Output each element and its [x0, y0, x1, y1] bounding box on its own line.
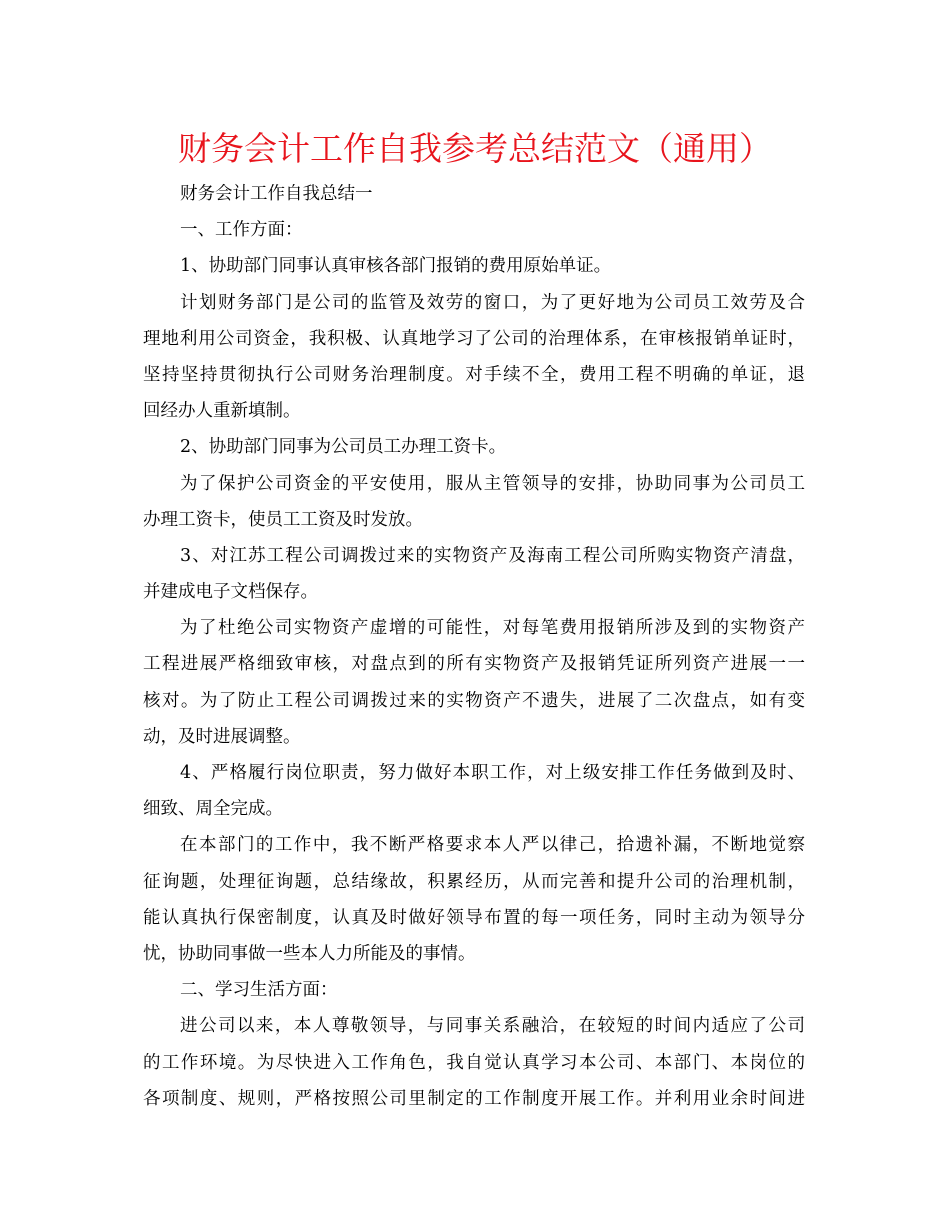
- text-line: 工程进展严格细致审核，对盘点到的所有实物资产及报销凭证所列资产进展一一: [143, 654, 805, 675]
- text-line: 3、对江苏工程公司调拨过来的实物资产及海南工程公司所购实物资产清盘，: [180, 545, 805, 566]
- text-line: 进公司以来，本人尊敬领导，与同事关系融洽，在较短的时间内适应了公司: [180, 1016, 805, 1037]
- text-line: 1、协助部门同事认真审核各部门报销的费用原始单证。: [180, 256, 612, 277]
- text-line: 核对。为了防止工程公司调拨过来的实物资产不遗失，进展了二次盘点，如有变: [143, 690, 805, 711]
- text-line: 为了保护公司资金的平安使用，服从主管领导的安排，协助同事为公司员工: [180, 473, 805, 494]
- text-line: 财务会计工作自我总结一: [180, 184, 373, 204]
- text-line: 2、协助部门同事为公司员工办理工资卡。: [180, 437, 507, 458]
- text-line: 二、学习生活方面：: [180, 980, 338, 1001]
- text-line: 的工作环境。为尽快进入工作角色，我自觉认真学习本公司、本部门、本岗位的: [143, 1052, 805, 1073]
- text-line: 为了杜绝公司实物资产虚增的可能性，对每笔费用报销所涉及到的实物资产: [180, 618, 805, 639]
- text-line: 一、工作方面：: [180, 220, 303, 241]
- text-line: 动，及时进展调整。: [143, 726, 301, 747]
- text-line: 细致、周全完成。: [143, 799, 283, 820]
- text-line: 并建成电子文档保存。: [143, 582, 318, 603]
- text-line: 理地利用公司资金，我积极、认真地学习了公司的治理体系，在审核报销单证时，: [143, 328, 805, 349]
- text-line: 办理工资卡，使员工工资及时发放。: [143, 509, 423, 530]
- text-line: 征询题，处理征询题，总结缘故，积累经历，从而完善和提升公司的治理机制，: [143, 871, 805, 892]
- text-line: 忧，协助同事做一些本人力所能及的事情。: [143, 943, 476, 964]
- text-line: 4、严格履行岗位职责，努力做好本职工作，对上级安排工作任务做到及时、: [180, 763, 805, 783]
- text-line: 坚持坚持贯彻执行公司财务治理制度。对手续不全，费用工程不明确的单证，退: [143, 364, 805, 385]
- text-line: 能认真执行保密制度，认真及时做好领导布置的每一项任务，同时主动为领导分: [143, 907, 805, 928]
- text-line: 回经办人重新填制。: [143, 401, 301, 422]
- text-line: 在本部门的工作中，我不断严格要求本人严以律己，拾遗补漏，不断地觉察: [180, 835, 805, 856]
- document-title: 财务会计工作自我参考总结范文（通用）: [178, 129, 772, 168]
- document-body: [143, 176, 805, 1117]
- text-line: 计划财务部门是公司的监管及效劳的窗口，为了更好地为公司员工效劳及合: [180, 292, 805, 313]
- text-line: 各项制度、规则，严格按照公司里制定的工作制度开展工作。并利用业余时间进: [143, 1088, 805, 1109]
